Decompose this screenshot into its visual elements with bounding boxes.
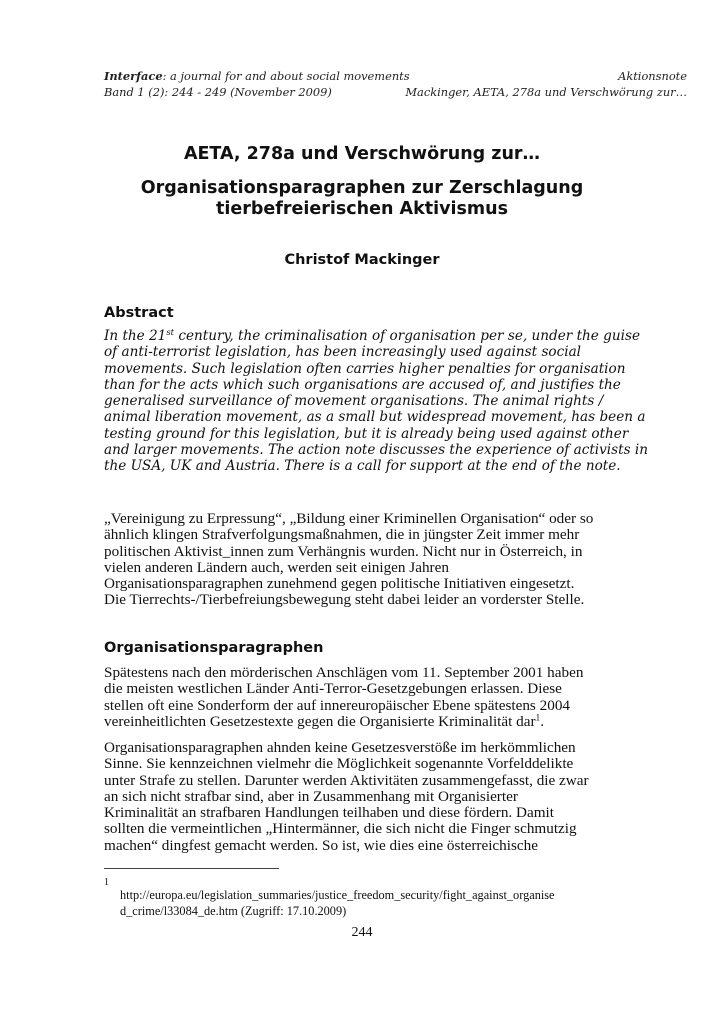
- footnote-number: 1: [104, 877, 109, 888]
- body-paragraph: [104, 740, 684, 854]
- text-line: Organisationsparagraphen zunehmend gegen politische Initiativen eingesetzt.: [104, 575, 575, 593]
- abstract-heading: Abstract: [104, 305, 174, 321]
- text-line: Die Tierrechts-/Tierbefreiungsbewegung steht dabei leider an vorderster Stelle.: [104, 591, 585, 609]
- body-paragraph: [104, 665, 684, 730]
- text-line: vereinheitlichten Gesetzestexte gegen die Organisierte Kriminalität dar$^1$.: [104, 712, 545, 730]
- abstract-line: In the 21st century, the criminalisation of organisation per se, under the guise: [104, 326, 640, 344]
- text-line: machen“ dingfest gemacht werden. So ist, wie dies eine österreichische: [104, 836, 538, 854]
- text-line: ähnlich klingen Strafverfolgungsmaßnahmen, die in jüngster Zeit immer mehr: [104, 526, 580, 544]
- footnote-line: d_crime/l33084_de.htm (Zugriff: 17.10.2009): [120, 904, 347, 918]
- footnote-divider: [104, 868, 279, 869]
- abstract-line: animal liberation movement, as a small but widespread movement, has been a: [104, 409, 646, 426]
- text-line: „Vereinigung zu Erpressung“, „Bildung einer Kriminellen Organisation“ oder so: [104, 510, 594, 527]
- abstract-line: than for the acts which such organisations are accused of, and justifies the: [104, 376, 621, 393]
- text-line: die meisten westlichen Länder Anti-Terror-Gesetzgebungen erlassen. Diese: [104, 680, 562, 698]
- running-header-left: [104, 68, 410, 100]
- text-line: politischen Aktivist_innen zum Verhängnis wurden. Nicht nur in Österreich, in: [104, 542, 583, 560]
- journal-description: : a journal for and about social movements: [162, 69, 410, 83]
- article-subtitle: [60, 178, 664, 220]
- page-number: 244: [351, 925, 373, 940]
- abstract-line: generalised surveillance of movement organisations. The animal rights /: [104, 393, 604, 410]
- text-line: Sinne. Sie kennzeichnen vielmehr die Möglichkeit sogenannte Vorfelddelikte: [104, 755, 574, 773]
- abstract-line: movements. Such legislation often carries higher penalties for organisation: [104, 360, 626, 377]
- intro-paragraph: [104, 511, 684, 609]
- subtitle-line: Organisationsparagraphen zur Zerschlagung: [140, 178, 584, 198]
- text-line: Organisationsparagraphen ahnden keine Gesetzesverstöße im herkömmlichen: [104, 739, 576, 756]
- running-title: Mackinger, AETA, 278a und Verschwörung zur…: [405, 85, 687, 99]
- text-line: Spätestens nach den mörderischen Anschlägen vom 11. September 2001 haben: [104, 664, 584, 681]
- section-heading: Organisationsparagraphen: [104, 640, 324, 656]
- abstract-line: the USA, UK and Austria. There is a call for support at the end of the note.: [104, 458, 621, 475]
- footnote-line: http://europa.eu/legislation_summaries/justice_freedom_security/fight_against_organise: [120, 888, 555, 902]
- abstract-line: testing ground for this legislation, but it is already being used against other: [104, 425, 629, 442]
- text-line: unter Strafe zu stellen. Darunter werden Aktivitäten zusammengefasst, die zwar: [104, 771, 589, 789]
- footnote-link[interactable]: [120, 887, 555, 919]
- running-header-right: [405, 68, 687, 100]
- text-line: stellen oft eine Sonderform der auf innereuropäischer Ebene spätestens 2004: [104, 696, 571, 714]
- subtitle-line: tierbefreierischen Aktivismus: [215, 199, 508, 219]
- volume-info: Band 1 (2): 244 - 249 (November 2009): [104, 85, 332, 99]
- text-line: sollten die vermeintlichen „Hintermänner, die sich nicht die Finger schmutzig: [104, 820, 577, 838]
- text-line: an sich nicht strafbar sind, aber in Zusammenhang mit Organisierter: [104, 787, 518, 805]
- abstract-text: [104, 328, 664, 475]
- text-line: vielen anderen Ländern auch, werden seit einigen Jahren: [104, 558, 449, 576]
- abstract-line: of anti-terrorist legislation, has been increasingly used against social: [104, 344, 582, 361]
- article-title: AETA, 278a und Verschwörung zur…: [183, 144, 541, 164]
- abstract-line: and larger movements. The action note discusses the experience of activists in: [104, 442, 648, 459]
- journal-name: Interface: [104, 69, 163, 83]
- section-label: Aktionsnote: [618, 69, 687, 83]
- footnote-reference[interactable]: 1: [535, 713, 541, 724]
- text-line: Kriminalität an strafbaren Handlungen teilhaben und diese fördern. Damit: [104, 804, 554, 822]
- author-name: Christof Mackinger: [284, 252, 440, 268]
